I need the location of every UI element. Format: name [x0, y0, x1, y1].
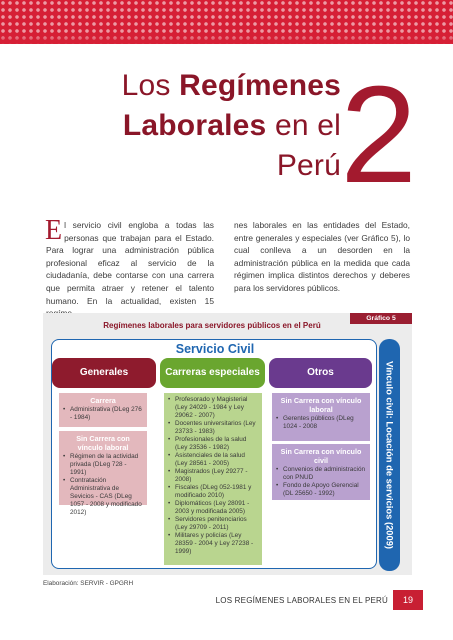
- list-item: • Régimen de la actividad privada (DLeg 728 - 1991): [63, 453, 143, 477]
- title-line-1: [41, 66, 341, 106]
- title-word-regimenes: Regímenes: [179, 69, 341, 102]
- body-column-left: [45, 215, 214, 320]
- list-item: • Magistrados (Ley 29277 - 2008): [168, 468, 258, 484]
- list-item: • Diplomáticos (Ley 28091 - 2003 y modificada 2005): [168, 500, 258, 516]
- figure-tag: Gráfico 5: [350, 313, 412, 324]
- list-item: • Profesionales de la salud (Ley 23536 - 1982): [168, 436, 258, 452]
- panel-otros-vinculo-laboral: [272, 393, 370, 441]
- decorative-header-band: [0, 0, 453, 44]
- panel-otros-vinculo-civil: [272, 444, 370, 500]
- title-word-en-el: en el: [266, 109, 341, 142]
- list-item: • Fiscales (DLeg 052-1981 y modificado 2010): [168, 484, 258, 500]
- list-item: • Docentes universitarios (Ley 23733 - 1983): [168, 420, 258, 436]
- list-item: • Asistenciales de la salud (Ley 28561 - 2005): [168, 452, 258, 468]
- vinculo-civil-label: Vínculo civil: Locación de servicios (2009): [384, 360, 395, 550]
- list-item: • Profesorado y Magisterial (Ley 24029 - 1984 y Ley 29062 - 2007): [168, 396, 258, 420]
- body-text-left: l servicio civil engloba a todas las personas que trabajan para el Estado. Para lograr una administración pública profesional eficaz al servicio de la ciudadanía, debe contarse con una carrera que permita atraer y retener el talento humano. En la actualidad, existen 15: [46, 220, 214, 306]
- title-line-2: [41, 106, 341, 146]
- chapter-title: [41, 66, 341, 186]
- figure-credit: Elaboración: SERVIR - GPGRH: [43, 580, 134, 587]
- running-footer-title: LOS REGÍMENES LABORALES EN EL PERÚ: [215, 596, 388, 605]
- list-item: • Convenios de administración con PNUD: [276, 466, 366, 482]
- page-number: 19: [393, 590, 423, 610]
- column-header-generales: Generales: [52, 358, 156, 388]
- list-item: • Administrativa (DLeg 276 - 1984): [63, 406, 143, 422]
- panel-title: Sin Carrera con vínculo civil: [280, 447, 362, 465]
- column-header-carreras-especiales: Carreras especiales: [160, 358, 265, 388]
- title-line-3: Perú: [276, 149, 341, 182]
- body-column-right: nes laborales en las entidades del Estado, entre generales y especiales (ver Gráfico 5), lo cual conlleva a un desorden en la administración pública en la medida que cada régimen implica distintos derechos y deberes para los servidores públicos.: [234, 220, 410, 293]
- list-item: • Fondo de Apoyo Gerencial (DL 25650 - 1992): [276, 482, 366, 498]
- column-header-otros: Otros: [269, 358, 372, 388]
- title-word-laborales: Laborales: [122, 109, 267, 142]
- servicio-civil-title: Servicio Civil: [175, 342, 255, 356]
- panel-title: Sin Carrera con vínculo laboral: [76, 434, 130, 452]
- panel-generales-sin-carrera: [59, 431, 147, 516]
- list-item: • Contratación Administrativa de Sevicios - CAS (DLeg 1057 - 2008 y modificado 2012): [63, 477, 143, 517]
- figure-graphic-5: [43, 313, 412, 575]
- panel-generales-carrera: [59, 393, 147, 427]
- figure-header: [43, 313, 412, 337]
- panel-title: Sin Carrera con vínculo laboral: [280, 396, 362, 414]
- list-item: • Servidores penitenciarios (Ley 29709 - 2011): [168, 516, 258, 532]
- panel-carreras-especiales: [164, 393, 262, 565]
- figure-title: Regímenes laborales para servidores públicos en el Perú: [103, 321, 321, 330]
- title-word-los: Los: [121, 69, 180, 102]
- list-item: • Militares y policías (Ley 28359 - 2004 y Ley 27238 - 1999): [168, 532, 258, 556]
- chapter-number: 2: [340, 58, 417, 212]
- panel-title: Carrera: [90, 396, 116, 405]
- vinculo-civil-bar: [379, 339, 400, 571]
- drop-cap: E: [45, 215, 63, 246]
- list-item: • Gerentes públicos (DLeg 1024 - 2008: [276, 415, 366, 431]
